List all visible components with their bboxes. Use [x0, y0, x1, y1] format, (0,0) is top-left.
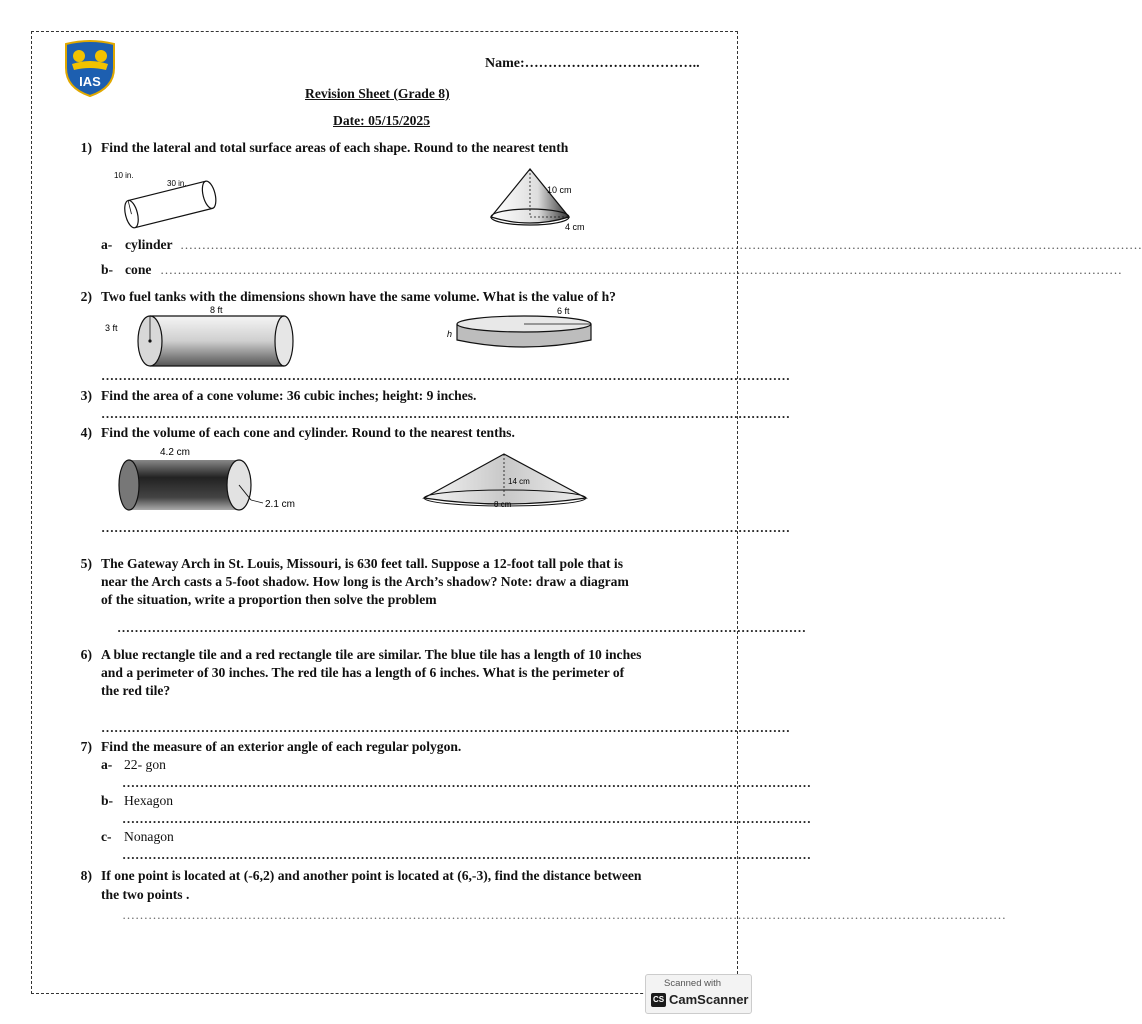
- answer-line[interactable]: ……………………………………………………………………………………………………………………………………………: [101, 520, 790, 535]
- camscanner-watermark: [645, 974, 752, 1014]
- question-number: 7): [80, 739, 92, 754]
- answer-item: 22- gon: [124, 757, 166, 772]
- question-number: 4): [80, 425, 92, 440]
- svg-text:h: h: [447, 329, 453, 339]
- question-text: Two fuel tanks with the dimensions shown have the same volume. What is the value of h?: [101, 289, 616, 304]
- question-text: Find the area of a cone volume: 36 cubic inches; height: 9 inches.: [101, 388, 477, 403]
- answer-line[interactable]: ……………………………………………………………………………………………………………………………………………: [101, 406, 790, 421]
- school-logo: [62, 38, 118, 98]
- svg-text:4 cm: 4 cm: [565, 222, 585, 232]
- answer-line[interactable]: ……………………………………………………………………………………………………………………………………………………………………………………………………: [160, 262, 1122, 277]
- answer-label: b-: [101, 262, 114, 277]
- question-text: Find the lateral and total surface areas of each shape. Round to the nearest tenth: [101, 140, 569, 155]
- cylinder-figure: [115, 444, 310, 516]
- question-text: Find the volume of each cone and cylinder. Round to the nearest tenths.: [101, 425, 515, 440]
- question-text-line: of the situation, write a proportion then solve the problem: [101, 592, 437, 607]
- sheet-date: Date: 05/15/2025: [333, 113, 431, 128]
- fuel-tank-flat-figure: [445, 304, 595, 356]
- svg-text:8 cm: 8 cm: [494, 500, 512, 509]
- svg-text:3 ft: 3 ft: [105, 323, 118, 333]
- svg-text:30 in.: 30 in.: [167, 179, 187, 188]
- watermark-app-name: CamScanner: [669, 992, 749, 1007]
- question-number: 3): [80, 388, 92, 403]
- fuel-tank-long-figure: [102, 304, 297, 370]
- shield-icon: [62, 38, 118, 98]
- svg-text:10 cm: 10 cm: [547, 185, 572, 195]
- answer-line[interactable]: ……………………………………………………………………………………………………………………………………………: [117, 620, 806, 635]
- answer-line[interactable]: ……………………………………………………………………………………………………………………………………………: [122, 847, 811, 862]
- answer-line[interactable]: ……………………………………………………………………………………………………………………………………………………………………………………………………: [180, 237, 1142, 252]
- svg-text:10 in.: 10 in.: [114, 171, 134, 180]
- answer-line[interactable]: ……………………………………………………………………………………………………………………………………………………………………………………: [122, 907, 1006, 922]
- question-text-line: The Gateway Arch in St. Louis, Missouri, is 630 feet tall. Suppose a 12-foot tall pole that is: [101, 556, 623, 571]
- svg-text:2.1 cm: 2.1 cm: [265, 499, 296, 510]
- answer-line[interactable]: ……………………………………………………………………………………………………………………………………………: [122, 811, 811, 826]
- answer-line[interactable]: ……………………………………………………………………………………………………………………………………………: [122, 775, 811, 790]
- question-text: Find the measure of an exterior angle of each regular polygon.: [101, 739, 462, 754]
- question-number: 8): [80, 868, 92, 883]
- sheet-title: Revision Sheet (Grade 8): [305, 86, 450, 101]
- question-number: 1): [80, 140, 92, 155]
- answer-item: Nonagon: [124, 829, 174, 844]
- answer-line[interactable]: ……………………………………………………………………………………………………………………………………………: [101, 720, 790, 735]
- name-field: Name:………………………………..: [485, 56, 700, 71]
- svg-text:IAS: IAS: [79, 74, 101, 89]
- cylinder-figure: [112, 168, 227, 238]
- svg-text:14 cm: 14 cm: [508, 477, 530, 486]
- watermark-caption: Scanned with: [664, 978, 722, 989]
- answer-label: b-: [101, 793, 114, 808]
- cone-figure: [420, 450, 590, 512]
- svg-text:8 ft: 8 ft: [210, 305, 223, 315]
- answer-item: cone: [125, 262, 152, 277]
- answer-item: cylinder: [125, 237, 173, 252]
- svg-text:6 ft: 6 ft: [557, 306, 570, 316]
- question-text-line: the red tile?: [101, 683, 171, 698]
- question-text-line: near the Arch casts a 5-foot shadow. How long is the Arch’s shadow? Note: draw a diagram: [101, 574, 629, 589]
- answer-item: Hexagon: [124, 793, 174, 808]
- question-number: 6): [80, 647, 92, 662]
- question-text-line: A blue rectangle tile and a red rectangle tile are similar. The blue tile has a length of 10 inches: [101, 647, 642, 662]
- answer-label: a-: [101, 237, 113, 252]
- answer-label: c-: [101, 829, 112, 844]
- question-number: 2): [80, 289, 92, 304]
- answer-label: a-: [101, 757, 113, 772]
- cone-figure: [485, 165, 595, 235]
- answer-line[interactable]: ……………………………………………………………………………………………………………………………………………: [101, 368, 790, 383]
- question-text-line: If one point is located at (-6,2) and another point is located at (6,-3), find the distance between: [101, 868, 642, 883]
- camscanner-logo-icon: CS: [651, 993, 666, 1007]
- question-number: 5): [80, 556, 92, 571]
- question-text-line: and a perimeter of 30 inches. The red tile has a length of 6 inches. What is the perimeter of: [101, 665, 625, 680]
- question-text-line: the two points .: [101, 887, 190, 902]
- svg-text:4.2 cm: 4.2 cm: [160, 447, 191, 458]
